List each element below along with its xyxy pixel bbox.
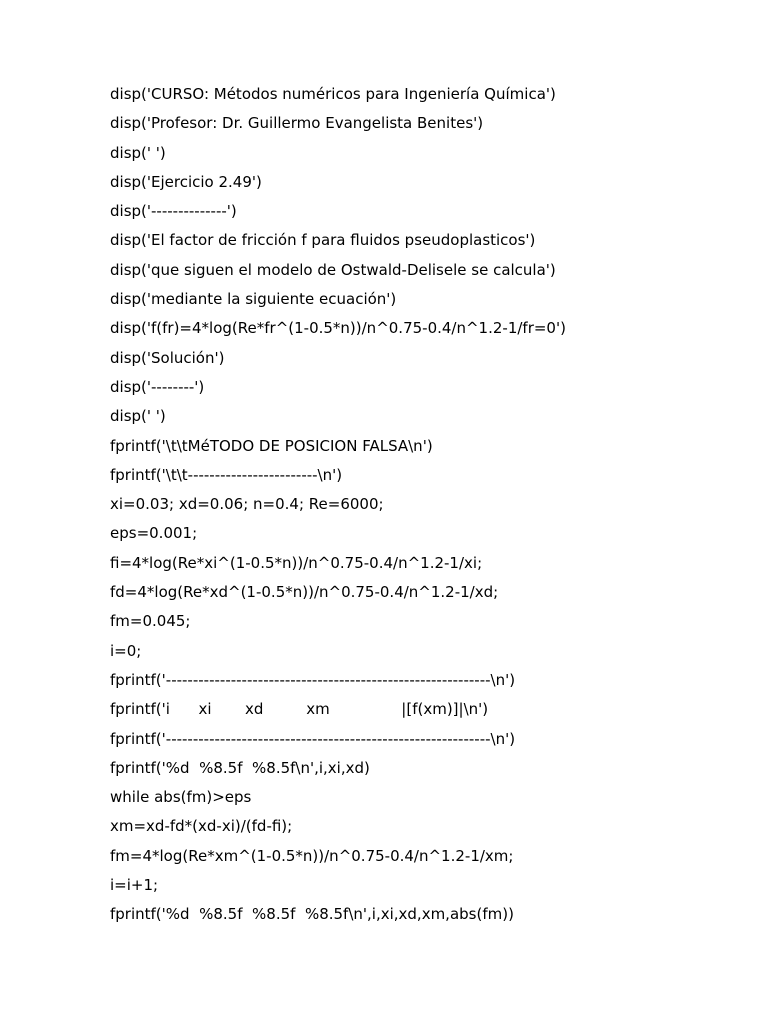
- code-line: disp('CURSO: Métodos numéricos para Ingeniería Química'): [110, 85, 556, 103]
- code-listing: [110, 80, 750, 930]
- code-line: i=0;: [110, 641, 142, 660]
- code-line: xm=xd-fd*(xd-xi)/(fd-fi);: [110, 817, 293, 836]
- code-line: disp('--------------'): [110, 202, 237, 221]
- code-line: fm=4*log(Re*xm^(1-0.5*n))/n^0.75-0.4/n^1.2-1/xm;: [110, 846, 514, 865]
- code-line: fprintf('i xi xd xm |[f(xm)]|\n'): [110, 700, 489, 719]
- code-line: fprintf('%d %8.5f %8.5f %8.5f\n',i,xi,xd,xm,abs(fm)): [110, 905, 514, 924]
- code-line: fprintf('------------------------------------------------------------\n'): [110, 729, 516, 748]
- code-line: xi=0.03; xd=0.06; n=0.4; Re=6000;: [110, 495, 384, 514]
- code-line: i=i+1;: [110, 876, 159, 895]
- code-line: fprintf('\t\tMéTODO DE POSICION FALSA\n'): [110, 436, 433, 455]
- code-line: fi=4*log(Re*xi^(1-0.5*n))/n^0.75-0.4/n^1.2-1/xi;: [110, 553, 483, 572]
- code-line: disp(' '): [110, 143, 166, 162]
- code-line: fm=0.045;: [110, 612, 191, 631]
- code-line: disp('Profesor: Dr. Guillermo Evangelista Benites'): [110, 114, 484, 133]
- code-line: disp('que siguen el modelo de Ostwald-Delisele se calcula'): [110, 260, 556, 279]
- code-line: eps=0.001;: [110, 524, 198, 543]
- code-line: disp('El factor de fricción f para fluidos pseudoplasticos'): [110, 231, 536, 250]
- code-line: disp('mediante la siguiente ecuación'): [110, 290, 397, 309]
- code-line: disp(' '): [110, 407, 166, 426]
- code-line: while abs(fm)>eps: [110, 788, 252, 807]
- code-line: disp('f(fr)=4*log(Re*fr^(1-0.5*n))/n^0.75-0.4/n^1.2-1/fr=0'): [110, 319, 566, 338]
- code-line: fd=4*log(Re*xd^(1-0.5*n))/n^0.75-0.4/n^1.2-1/xd;: [110, 583, 499, 602]
- code-line: fprintf('%d %8.5f %8.5f\n',i,xi,xd): [110, 758, 370, 777]
- code-line: fprintf('\t\t------------------------\n'): [110, 465, 343, 484]
- code-line: disp('--------'): [110, 377, 205, 396]
- code-line: disp('Solución'): [110, 348, 225, 367]
- code-line: disp('Ejercicio 2.49'): [110, 172, 262, 191]
- code-line: fprintf('------------------------------------------------------------\n'): [110, 670, 516, 689]
